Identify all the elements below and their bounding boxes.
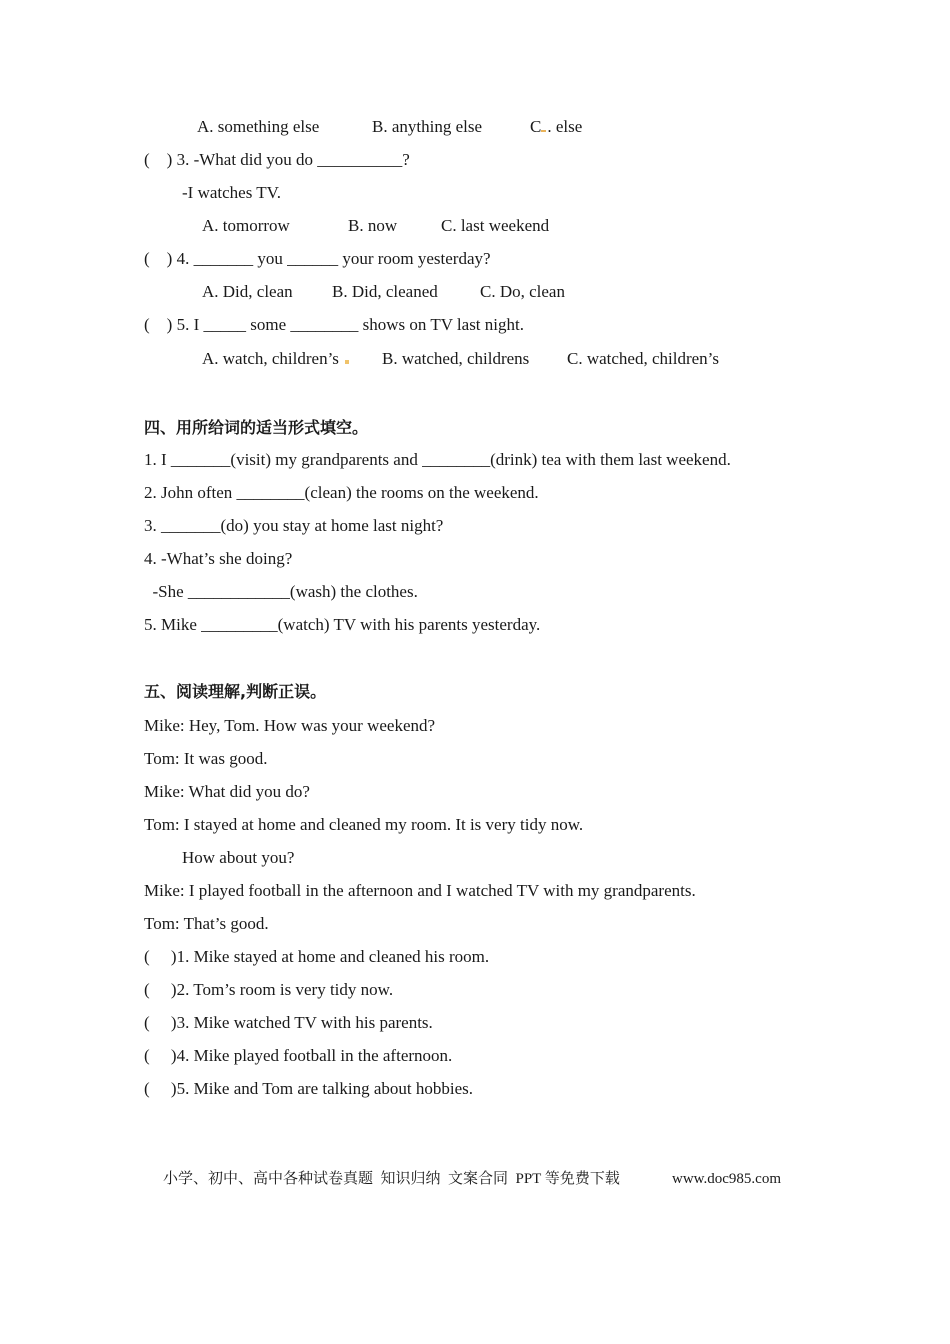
q2-option-a: A. something else bbox=[197, 117, 320, 136]
q5-stem: ( ) 5. I _____ some ________ shows on TV last night. bbox=[144, 315, 524, 334]
fill-item-3: 3. _______(do) you stay at home last night? bbox=[144, 516, 444, 535]
section-4-heading: 四、用所给词的适当形式填空。 bbox=[144, 418, 369, 437]
judge-statement-3: ( )3. Mike watched TV with his parents. bbox=[144, 1013, 433, 1032]
q5-option-a-text: A. watch, children’s bbox=[202, 349, 339, 368]
q4-option-c: C. Do, clean bbox=[480, 282, 565, 301]
q3-option-b: B. now bbox=[348, 216, 398, 235]
judge-statement-5: ( )5. Mike and Tom are talking about hobbies. bbox=[144, 1079, 473, 1098]
dialogue-line-4: Tom: I stayed at home and cleaned my room. It is very tidy now. bbox=[144, 815, 584, 834]
fill-item-2: 2. John often ________(clean) the rooms on the weekend. bbox=[144, 483, 539, 502]
dialogue-line-5: How about you? bbox=[182, 848, 295, 867]
q5-option-b: B. watched, childrens bbox=[382, 349, 530, 368]
dialogue-line-1: Mike: Hey, Tom. How was your weekend? bbox=[144, 716, 436, 735]
dialogue-line-6: Mike: I played football in the afternoon and I watched TV with my grandparents. bbox=[144, 881, 696, 900]
q4-option-b: B. Did, cleaned bbox=[332, 282, 438, 301]
judge-statement-2: ( )2. Tom’s room is very tidy now. bbox=[144, 980, 394, 999]
q2-option-c-letter: C bbox=[530, 117, 542, 136]
fill-item-5: 5. Mike _________(watch) TV with his parents yesterday. bbox=[144, 615, 541, 634]
q5-option-c: C. watched, children’s bbox=[567, 349, 720, 368]
q3-stem: ( ) 3. -What did you do __________? bbox=[144, 150, 410, 169]
dialogue-line-3: Mike: What did you do? bbox=[144, 782, 310, 801]
q4-option-a: A. Did, clean bbox=[202, 282, 293, 301]
footer-text: 小学、初中、高中各种试卷真题 知识归纳 文案合同 PPT 等免费下载 bbox=[163, 1171, 620, 1187]
dialogue-line-7: Tom: That’s good. bbox=[144, 914, 269, 933]
q5-option-a bbox=[202, 348, 353, 370]
q2-option-b: B. anything else bbox=[372, 117, 483, 136]
q3-reply: -I watches TV. bbox=[182, 183, 281, 202]
q2-option-c-rest: . else bbox=[547, 117, 583, 136]
q3-option-c: C. last weekend bbox=[441, 216, 550, 235]
q4-stem: ( ) 4. _______ you ______ your room yesterday? bbox=[144, 249, 491, 268]
fill-item-1: 1. I _______(visit) my grandparents and ________(drink) tea with them last weekend. bbox=[144, 450, 731, 469]
highlight-mark bbox=[345, 360, 349, 364]
q2-option-c bbox=[530, 116, 582, 138]
fill-item-4-answer: -She ____________(wash) the clothes. bbox=[144, 582, 418, 601]
judge-statement-4: ( )4. Mike played football in the afternoon. bbox=[144, 1046, 453, 1065]
q3-option-a: A. tomorrow bbox=[202, 216, 290, 235]
judge-statement-1: ( )1. Mike stayed at home and cleaned his room. bbox=[144, 947, 490, 966]
dialogue-line-2: Tom: It was good. bbox=[144, 749, 268, 768]
highlight-mark bbox=[541, 130, 546, 132]
footer-url[interactable]: www.doc985.com bbox=[672, 1171, 782, 1187]
fill-item-4-question: 4. -What’s she doing? bbox=[144, 549, 293, 568]
section-5-heading: 五、阅读理解,判断正误。 bbox=[144, 682, 327, 701]
